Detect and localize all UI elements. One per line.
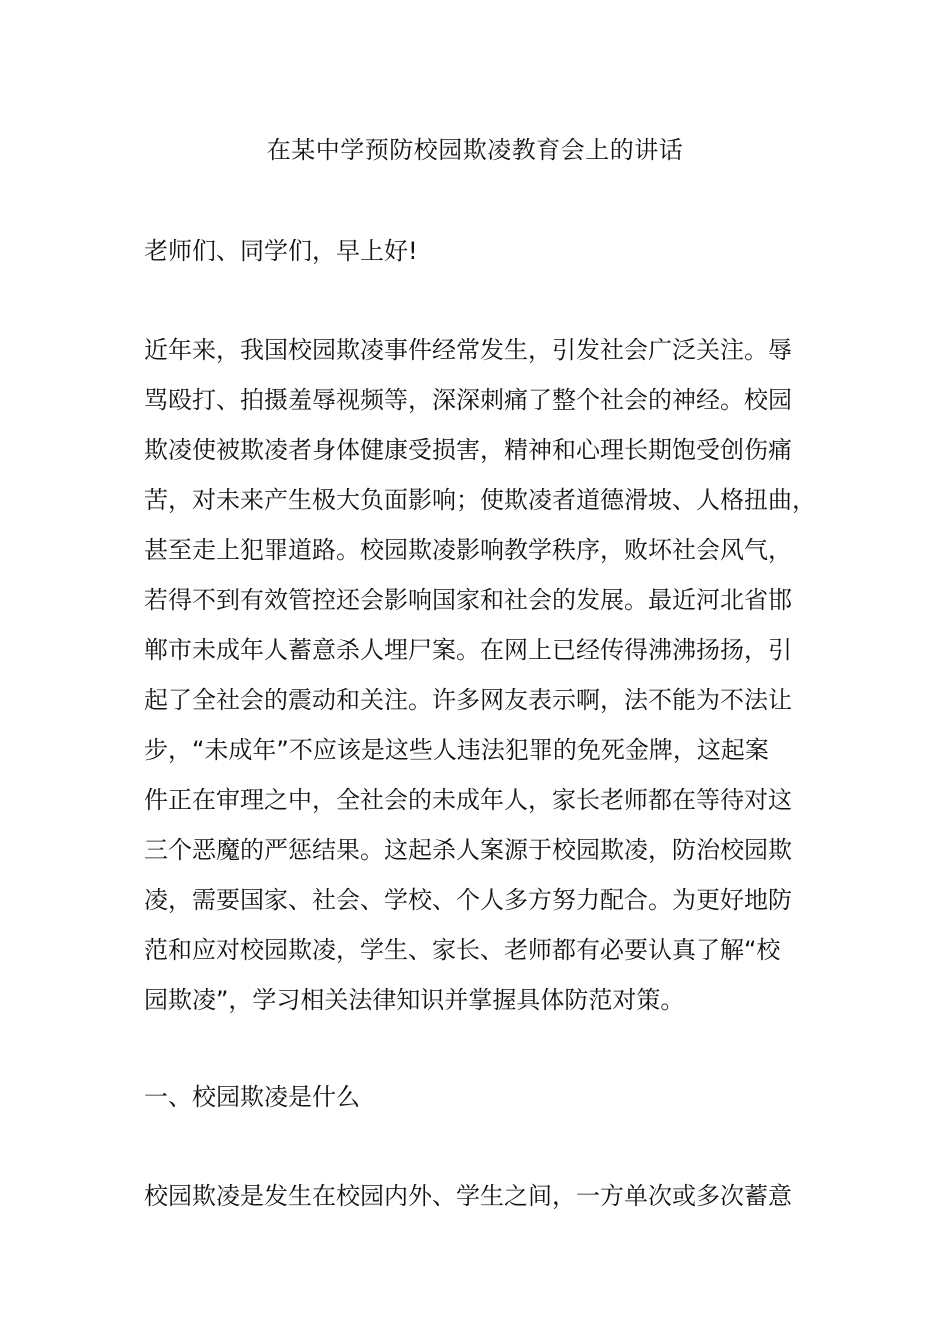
greeting-line: 老师们、同学们，早上好! <box>144 237 418 265</box>
paragraph-line: 校园欺凌是发生在校园内外、学生之间，一方单次或多次蓄意 <box>144 1182 792 1210</box>
paragraph-line: 近年来，我国校园欺凌事件经常发生，引发社会广泛关注。辱 <box>144 336 792 364</box>
paragraph-line: 甚至走上犯罪道路。校园欺凌影响教学秩序，败坏社会风气， <box>144 536 792 564</box>
document-title: 在某中学预防校园欺凌教育会上的讲话 <box>266 136 684 164</box>
paragraph-line: 三个恶魔的严惩结果。这起杀人案源于校园欺凌，防治校园欺 <box>144 836 792 864</box>
paragraph-line: 欺凌使被欺凌者身体健康受损害，精神和心理长期饱受创伤痛 <box>144 436 792 464</box>
paragraph-line: 件正在审理之中，全社会的未成年人，家长老师都在等待对这 <box>144 786 792 814</box>
paragraph-line: 凌，需要国家、社会、学校、个人多方努力配合。为更好地防 <box>144 886 792 914</box>
paragraph-line: 郸市未成年人蓄意杀人埋尸案。在网上已经传得沸沸扬扬，引 <box>144 636 792 664</box>
paragraph-line: 步，“未成年”不应该是这些人违法犯罪的免死金牌，这起案 <box>144 736 769 764</box>
paragraph-line: 骂殴打、拍摄羞辱视频等，深深刺痛了整个社会的神经。校园 <box>144 386 792 414</box>
paragraph-2 <box>144 1171 816 1221</box>
paragraph-line: 范和应对校园欺凌，学生、家长、老师都有必要认真了解“校 <box>144 936 781 964</box>
paragraph-line: 起了全社会的震动和关注。许多网友表示啊，法不能为不法让 <box>144 686 792 714</box>
paragraph-line: 苦，对未来产生极大负面影响；使欺凌者道德滑坡、人格扭曲， <box>144 486 816 514</box>
paragraph-1 <box>144 325 816 1025</box>
paragraph-line: 若得不到有效管控还会影响国家和社会的发展。最近河北省邯 <box>144 586 792 614</box>
section-heading: 一、校园欺凌是什么 <box>144 1083 360 1111</box>
paragraph-line: 园欺凌”，学习相关法律知识并掌握具体防范对策。 <box>144 986 685 1014</box>
